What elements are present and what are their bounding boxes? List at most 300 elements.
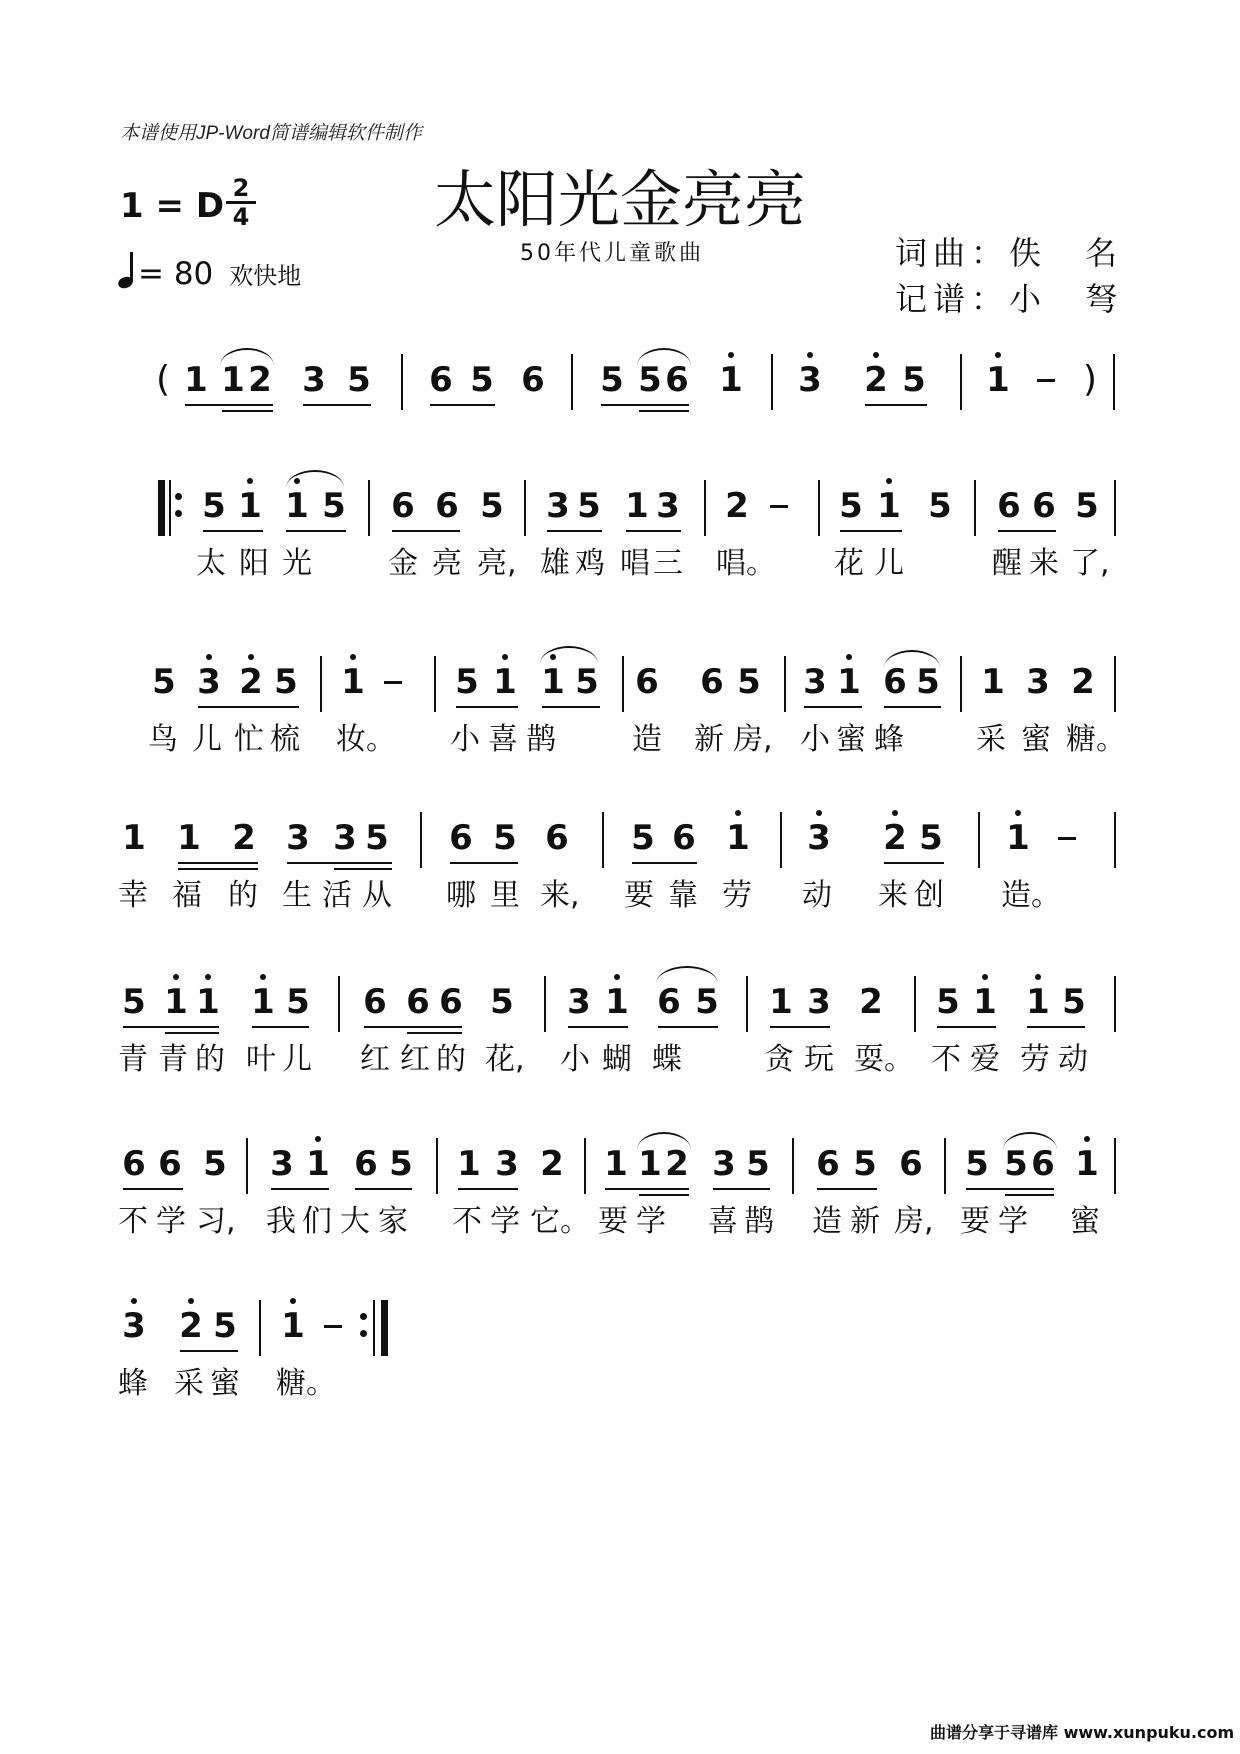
note: 5 (470, 360, 494, 400)
lyric: 采 (976, 722, 1006, 757)
note: 6 (816, 1144, 840, 1184)
lyric: 不 (118, 1204, 148, 1239)
beam (605, 1188, 689, 1190)
note: 2 (248, 360, 272, 400)
high-dot (1084, 1136, 1090, 1142)
note: 1 (306, 1144, 330, 1184)
note: 6 (1031, 1144, 1055, 1184)
note: 5 (916, 662, 940, 702)
dash (770, 505, 788, 508)
note: 5 (902, 360, 926, 400)
slur (637, 1132, 691, 1150)
note: 3 (803, 662, 827, 702)
note: 1 (877, 486, 901, 526)
beam (998, 530, 1056, 532)
lyric: 了, (1070, 546, 1110, 581)
note: 1 (604, 1144, 628, 1184)
beam (458, 1188, 518, 1190)
barline (784, 656, 786, 712)
beam (804, 706, 862, 708)
beam (222, 410, 273, 412)
barline (544, 976, 546, 1032)
lyric-row-3 (0, 876, 1240, 916)
note: 3 (302, 360, 326, 400)
barline (436, 1138, 438, 1194)
note: 5 (746, 1144, 770, 1184)
song-title: 太阳光金亮亮 (433, 163, 806, 236)
lyric: 唱 (620, 546, 650, 581)
high-dot (846, 654, 852, 660)
note: 3 (495, 1144, 519, 1184)
beam (252, 1026, 309, 1028)
note: 3 (807, 818, 831, 858)
note: 1 (177, 818, 201, 858)
quarter-note-icon (116, 252, 138, 290)
lyric: 小 (450, 722, 480, 757)
transcriber-credit: 记谱：小 弩 (895, 280, 1124, 318)
note: 6 (672, 818, 696, 858)
beam (884, 706, 941, 708)
high-dot (614, 974, 620, 980)
note: 5 (1004, 1144, 1028, 1184)
lyric: 的 (228, 878, 258, 913)
note: 5 (322, 486, 346, 526)
repeat-start-bar (158, 480, 165, 536)
lyric: 房, (733, 722, 773, 757)
note: 2 (239, 662, 263, 702)
lyric: 花 (834, 546, 864, 581)
lyric: 要 (598, 1204, 628, 1239)
lyric: 小 (560, 1042, 590, 1077)
lyric: 生 (282, 878, 312, 913)
note: 2 (1071, 662, 1095, 702)
note: 6 (435, 486, 459, 526)
note: 6 (391, 486, 415, 526)
barline (602, 812, 604, 868)
note: 1 (196, 982, 220, 1022)
note: 1 (285, 486, 309, 526)
lyric: 学 (636, 1204, 666, 1239)
lyric: 儿 (282, 1042, 312, 1077)
note: 1 (221, 360, 245, 400)
note: 5 (577, 486, 601, 526)
lyric: 动 (802, 878, 832, 913)
barline (818, 480, 820, 536)
slur (884, 650, 940, 668)
note: 3 (807, 982, 831, 1022)
beam (334, 868, 392, 870)
lyric: 红 (400, 1042, 430, 1077)
note: 5 (480, 486, 504, 526)
beam (364, 1026, 462, 1028)
beam (601, 404, 689, 406)
lyric: 鹊 (744, 1204, 774, 1239)
lyric: 红 (360, 1042, 390, 1077)
time-signature-bottom: 4 (232, 203, 250, 231)
lyric: 儿 (874, 546, 904, 581)
barline (1114, 976, 1116, 1032)
lyric: 雄 (540, 546, 570, 581)
note: 1 (625, 486, 649, 526)
beam (165, 1032, 219, 1034)
beam (639, 410, 689, 412)
lyric: 糖。 (1066, 722, 1126, 757)
beam (639, 1194, 689, 1196)
note: 1 (238, 486, 262, 526)
high-dot (260, 974, 266, 980)
note: 1 (638, 1144, 662, 1184)
beam (884, 862, 944, 864)
notation-row-3 (0, 818, 1240, 878)
barline (792, 1138, 794, 1194)
lyric: 来 (878, 878, 908, 913)
barline (420, 812, 422, 868)
lyricist-credit: 词曲：佚 名 (895, 234, 1124, 272)
note: 3 (286, 818, 310, 858)
note: 5 (389, 1144, 413, 1184)
lyric: 采 (174, 1366, 204, 1401)
note: 5 (490, 982, 514, 1022)
dash (1037, 379, 1055, 382)
high-dot (1035, 974, 1041, 980)
high-dot (290, 1298, 296, 1304)
lyric: 贪 (764, 1042, 794, 1077)
note: 1 (605, 982, 629, 1022)
high-dot (892, 810, 898, 816)
note: 6 (439, 982, 463, 1022)
note: 1 (973, 982, 997, 1022)
lyric: 花, (485, 1042, 525, 1077)
barline (1114, 480, 1116, 536)
note: 5 (202, 486, 226, 526)
note: 3 (656, 486, 680, 526)
lyric: 醒 (992, 546, 1022, 581)
tempo-marking (116, 252, 301, 292)
barline (1114, 812, 1116, 868)
note: 2 (665, 1144, 689, 1184)
barline (584, 1138, 586, 1194)
note: 1 (251, 982, 275, 1022)
note: 1 (981, 662, 1005, 702)
notation-row-6 (0, 1306, 1240, 1366)
lyric: 福 (172, 878, 202, 913)
note: 2 (859, 982, 883, 1022)
lyric: 幸 (118, 878, 148, 913)
note: 1 (719, 360, 743, 400)
note: 3 (546, 486, 570, 526)
beam (392, 530, 460, 532)
lyric: 忙 (234, 722, 264, 757)
lyric: 要 (624, 878, 654, 913)
note: 5 (213, 1306, 237, 1346)
note: 6 (158, 1144, 182, 1184)
lyric: 蜜 (836, 722, 866, 757)
barline (746, 976, 748, 1032)
lyric: 造 (812, 1204, 842, 1239)
note: 1 (122, 818, 146, 858)
high-dot (206, 654, 212, 660)
lyric: 鸡 (575, 546, 605, 581)
high-dot (995, 352, 1001, 358)
beam (287, 862, 392, 864)
beam (407, 1032, 462, 1034)
lyric: 鸟 (148, 722, 178, 757)
lyric: 糖。 (276, 1366, 336, 1401)
lyric: 金 (388, 546, 418, 581)
barline (704, 480, 706, 536)
paren-open: ( (156, 359, 171, 400)
note: 3 (712, 1144, 736, 1184)
tempo-value: = 80 (138, 256, 214, 292)
beam (123, 1188, 183, 1190)
lyric: 蜂 (118, 1366, 148, 1401)
key-signature: 1 = D (120, 186, 225, 226)
note: 2 (232, 818, 256, 858)
high-dot (886, 478, 892, 484)
note: 3 (197, 662, 221, 702)
note: 5 (365, 818, 389, 858)
high-dot (350, 654, 356, 660)
high-dot (982, 974, 988, 980)
lyric: 新 (850, 1204, 880, 1239)
barline (622, 656, 624, 712)
repeat-dots (360, 1310, 367, 1340)
beam (286, 530, 346, 532)
lyric: 里 (490, 878, 520, 913)
note: 5 (936, 982, 960, 1022)
high-dot (248, 654, 254, 660)
barline (571, 354, 573, 410)
note: 5 (347, 360, 371, 400)
beam (303, 404, 371, 406)
beam (456, 706, 518, 708)
lyric: 劳 (1020, 1042, 1050, 1077)
note: 6 (665, 360, 689, 400)
beam (355, 1188, 412, 1190)
beam (817, 1188, 877, 1190)
note: 3 (1026, 662, 1050, 702)
barline (368, 480, 370, 536)
dash (384, 681, 402, 684)
barline (960, 354, 962, 410)
barline (373, 1300, 375, 1356)
beam (1027, 1026, 1085, 1028)
barline (169, 480, 171, 536)
lyric: 青 (158, 1042, 188, 1077)
high-dot (1015, 810, 1021, 816)
note: 5 (1075, 486, 1099, 526)
note: 6 (545, 818, 569, 858)
note: 6 (700, 662, 724, 702)
lyric: 三 (653, 546, 683, 581)
slur (637, 348, 691, 366)
note: 6 (997, 486, 1021, 526)
note: 3 (270, 1144, 294, 1184)
note: 3 (798, 360, 822, 400)
note: 2 (864, 360, 888, 400)
beam (198, 706, 299, 708)
high-dot (131, 1298, 137, 1304)
note: 5 (638, 360, 662, 400)
note: 5 (493, 818, 517, 858)
lyric: 劳 (722, 878, 752, 913)
software-credit: 本谱使用JP-Word简谱编辑软件制作 (120, 123, 422, 144)
lyric: 创 (914, 878, 944, 913)
note: 1 (493, 662, 517, 702)
lyric: 光 (282, 546, 312, 581)
lyric: 新 (694, 722, 724, 757)
notation-row-prelude (0, 360, 1240, 420)
lyric: 蜜 (1070, 1204, 1100, 1239)
note: 5 (965, 1144, 989, 1184)
lyric: 大 (340, 1204, 370, 1239)
high-dot (807, 352, 813, 358)
note: 5 (455, 662, 479, 702)
note: 1 (1075, 1144, 1099, 1184)
note: 6 (883, 662, 907, 702)
note: 6 (521, 360, 545, 400)
slur (540, 646, 598, 664)
footer-source: 曲谱分享于寻谱库 www.xunpuku.com (930, 1723, 1235, 1742)
beam (626, 530, 681, 532)
lyric-row-5 (0, 1202, 1240, 1242)
barline (974, 480, 976, 536)
lyric-row-1 (0, 544, 1240, 584)
note: 5 (919, 818, 943, 858)
lyric: 学 (998, 1204, 1028, 1239)
repeat-end-bar (381, 1300, 388, 1356)
paren-close: ) (1083, 359, 1098, 400)
beam (178, 862, 258, 864)
lyric: 造。 (1001, 878, 1061, 913)
note: 2 (540, 1144, 564, 1184)
lyric: 蜜 (1021, 722, 1051, 757)
beam (123, 1026, 219, 1028)
high-dot (816, 810, 822, 816)
barline (771, 354, 773, 410)
note: 5 (152, 662, 176, 702)
note: 6 (363, 982, 387, 1022)
note: 2 (883, 818, 907, 858)
note: 6 (1032, 486, 1056, 526)
beam (937, 1026, 996, 1028)
barline (978, 812, 980, 868)
lyric: 青 (118, 1042, 148, 1077)
lyric: 小 (800, 722, 830, 757)
dash (1058, 837, 1076, 840)
note: 1 (184, 360, 208, 400)
beam (180, 1350, 238, 1352)
notation-row-2 (0, 662, 1240, 722)
lyric: 儿 (192, 722, 222, 757)
lyric: 妆。 (336, 722, 396, 757)
lyric: 亮, (477, 546, 517, 581)
lyric: 蜂 (874, 722, 904, 757)
note: 1 (986, 360, 1010, 400)
tempo-mood: 欢快地 (229, 262, 302, 290)
beam (713, 1188, 770, 1190)
lyric: 的 (436, 1042, 466, 1077)
note: 1 (769, 982, 793, 1022)
beam (865, 404, 927, 406)
lyric: 喜 (708, 1204, 738, 1239)
note: 3 (333, 818, 357, 858)
lyric: 活 (322, 878, 352, 913)
notation-row-1 (0, 486, 1240, 546)
lyric: 喜 (488, 722, 518, 757)
note: 5 (839, 486, 863, 526)
note: 5 (853, 1144, 877, 1184)
lyric-row-2 (0, 720, 1240, 760)
note: 5 (600, 360, 624, 400)
beam (632, 862, 697, 864)
note: 5 (631, 818, 655, 858)
note: 1 (164, 982, 188, 1022)
lyric: 它。 (530, 1204, 590, 1239)
lyric: 房, (894, 1204, 934, 1239)
barline (246, 1138, 248, 1194)
note: 1 (457, 1144, 481, 1184)
barline (1114, 656, 1116, 712)
time-signature (226, 176, 256, 229)
note: 6 (899, 1144, 923, 1184)
beam (658, 1026, 718, 1028)
lyric: 蝶 (652, 1042, 682, 1077)
note: 5 (274, 662, 298, 702)
lyric: 靠 (668, 878, 698, 913)
note: 6 (122, 1144, 146, 1184)
dash (324, 1325, 342, 1328)
song-subtitle: 50年代儿童歌曲 (520, 241, 704, 266)
slur (1003, 1132, 1057, 1150)
lyric: 亮 (432, 546, 462, 581)
barline (259, 1300, 261, 1356)
high-dot (247, 478, 253, 484)
lyric: 要 (960, 1204, 990, 1239)
high-dot (728, 352, 734, 358)
note: 6 (449, 818, 473, 858)
lyric: 动 (1058, 1042, 1088, 1077)
note: 6 (429, 360, 453, 400)
lyric: 的 (195, 1042, 225, 1077)
note: 6 (354, 1144, 378, 1184)
notation-row-4 (0, 982, 1240, 1042)
lyric: 玩 (804, 1042, 834, 1077)
lyric: 梳 (270, 722, 300, 757)
note: 1 (341, 662, 365, 702)
lyric-row-4 (0, 1040, 1240, 1080)
beam (966, 1188, 1054, 1190)
note: 2 (179, 1306, 203, 1346)
lyric: 耍。 (854, 1042, 914, 1077)
note: 5 (1062, 982, 1086, 1022)
lyric: 我 (266, 1204, 296, 1239)
notation-row-5 (0, 1144, 1240, 1204)
lyric: 阳 (239, 546, 269, 581)
lyric: 学 (156, 1204, 186, 1239)
beam (547, 530, 602, 532)
lyric: 不 (452, 1204, 482, 1239)
lyric: 来 (1029, 546, 1059, 581)
lyric: 叶 (246, 1042, 276, 1077)
lyric: 鹊 (526, 722, 556, 757)
note: 3 (567, 982, 591, 1022)
lyric: 太 (196, 546, 226, 581)
beam (840, 530, 902, 532)
lyric: 们 (302, 1204, 332, 1239)
high-dot (873, 352, 879, 358)
slur (656, 966, 718, 984)
